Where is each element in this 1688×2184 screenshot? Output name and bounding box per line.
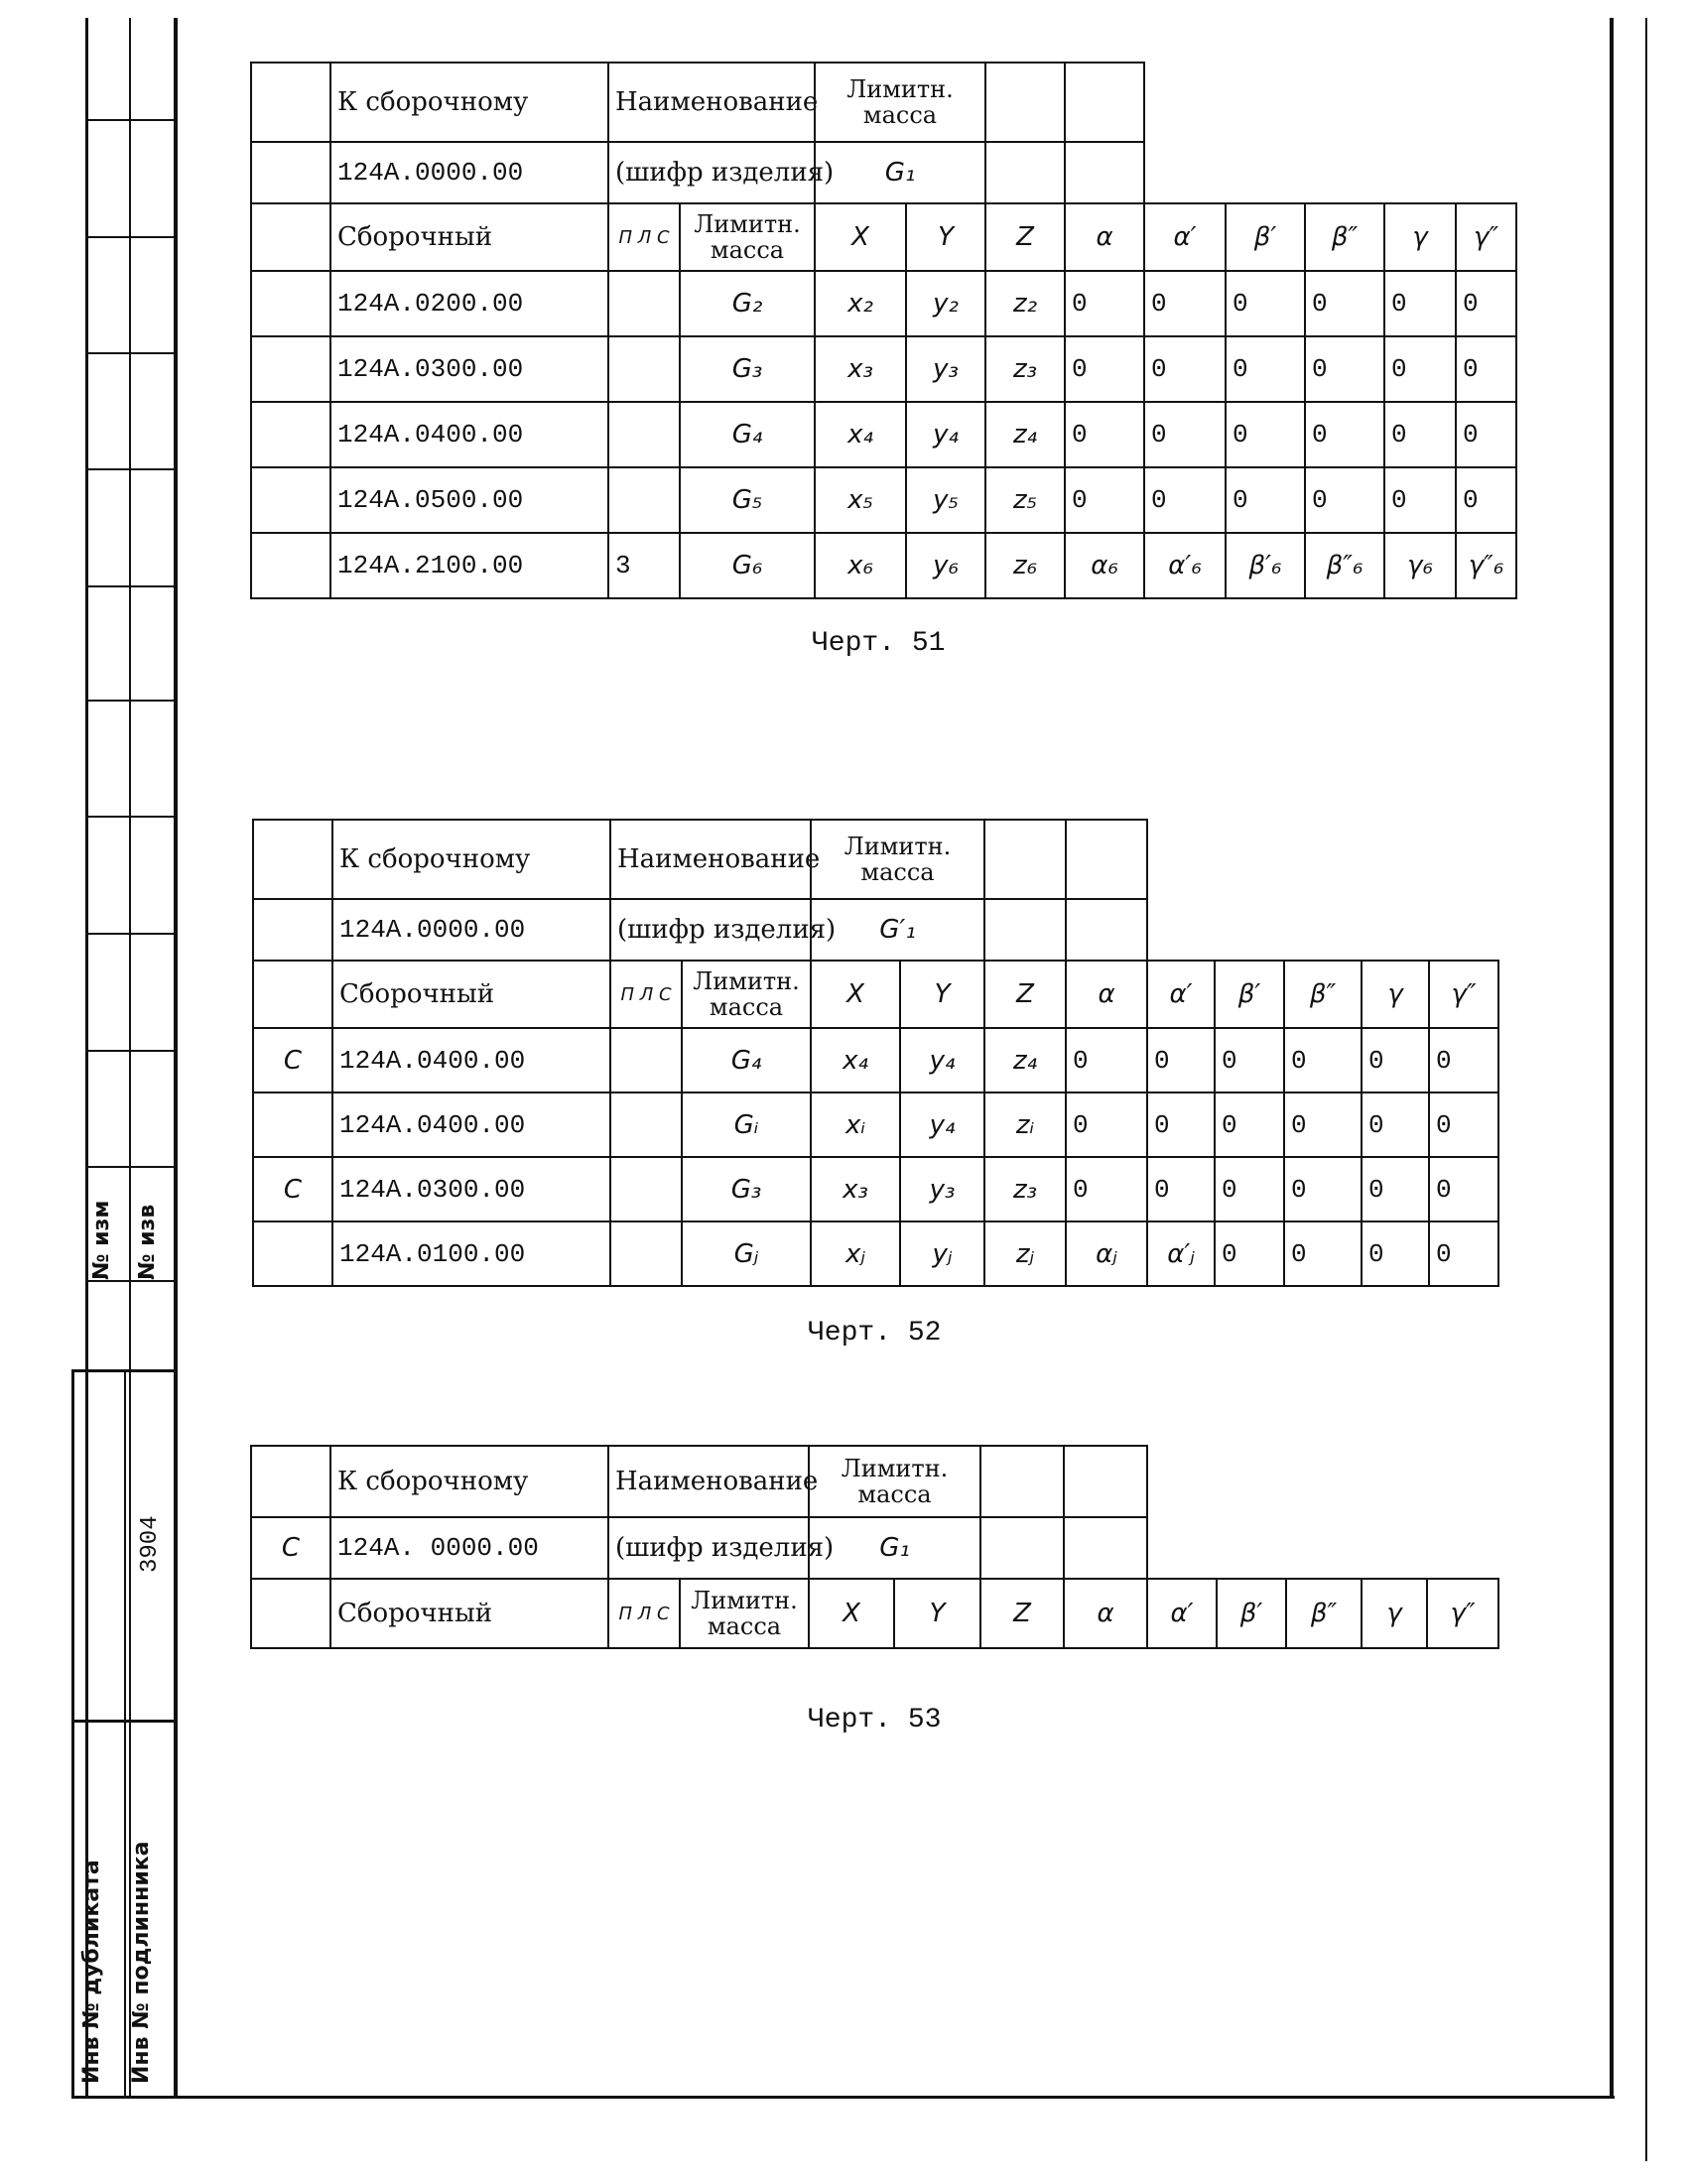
side-divider <box>85 1050 177 1052</box>
row-value: 0 <box>1065 402 1144 467</box>
row-value: 0 <box>1305 467 1384 533</box>
row-value: 0 <box>1305 402 1384 467</box>
row-value: γ″₆ <box>1456 533 1516 598</box>
empty-area <box>1147 820 1498 961</box>
row-value: 0 <box>1065 271 1144 336</box>
side-divider <box>85 816 177 818</box>
no-izm-label: № изм <box>89 1200 114 1280</box>
row-value: 0 <box>1065 336 1144 402</box>
row-value: y₄ <box>900 1028 984 1092</box>
limit-col-label: Лимитн. масса <box>682 961 811 1028</box>
row-code: 124A.2100.00 <box>330 533 608 598</box>
row-value: 0 <box>1284 1221 1362 1286</box>
mark-cell: C <box>251 1517 330 1579</box>
row-value: x₄ <box>815 402 906 467</box>
side-divider <box>85 700 177 702</box>
col-y: Y <box>906 203 985 271</box>
pls-label: П Л С <box>608 203 680 271</box>
row-code: 124A.0300.00 <box>332 1157 610 1221</box>
row-value: β′₆ <box>1226 533 1305 598</box>
row-value: 0 <box>1144 402 1226 467</box>
row-value: yⱼ <box>900 1221 984 1286</box>
row-value: z₅ <box>985 467 1065 533</box>
row-value: 0 <box>1429 1221 1498 1286</box>
row-value: 0 <box>1456 467 1516 533</box>
row-value: αⱼ <box>1066 1221 1147 1286</box>
row-value: 0 <box>1284 1028 1362 1092</box>
side-divider <box>85 1166 177 1168</box>
row-value: z₂ <box>985 271 1065 336</box>
col-beta-prime: β′ <box>1215 961 1284 1028</box>
sbor-label: Сборочный <box>330 1579 608 1648</box>
row-value: x₂ <box>815 271 906 336</box>
mark-cell <box>251 203 330 271</box>
row-value: 0 <box>1215 1092 1284 1157</box>
table-row <box>251 336 1516 402</box>
row-value: x₃ <box>811 1157 900 1221</box>
row-value: 0 <box>1305 336 1384 402</box>
row-value: 0 <box>1362 1221 1429 1286</box>
row-value: xᵢ <box>811 1092 900 1157</box>
row-value: 0 <box>1384 402 1456 467</box>
mark-cell <box>251 142 330 203</box>
row-value: 0 <box>1226 336 1305 402</box>
row-value: y₆ <box>906 533 985 598</box>
col-z: Z <box>984 961 1066 1028</box>
naimen-label: Наименование <box>610 820 811 899</box>
g-value: G′₁ <box>811 899 984 961</box>
empty-cell <box>1064 1517 1147 1579</box>
empty-area <box>1144 63 1516 203</box>
col-alpha: α <box>1064 1579 1147 1648</box>
row-value: 0 <box>1147 1092 1215 1157</box>
row-mass: G₄ <box>682 1028 811 1092</box>
row-value: z₄ <box>984 1028 1066 1092</box>
col-gamma: γ <box>1362 1579 1427 1648</box>
naimen-label: Наименование <box>608 1446 809 1517</box>
row-value: y₂ <box>906 271 985 336</box>
bottom-frame-line <box>71 2096 1615 2099</box>
inv-dubl-label: Инв № дубликата <box>79 1860 104 2084</box>
col-y: Y <box>900 961 984 1028</box>
g-value: G₁ <box>815 142 985 203</box>
empty-cell <box>985 63 1065 142</box>
row-value: 0 <box>1215 1157 1284 1221</box>
col-beta-dprime: β″ <box>1286 1579 1362 1648</box>
side-divider <box>85 933 177 935</box>
caption-cherta-52: Черт. 52 <box>808 1318 942 1349</box>
row-code: 124A.0400.00 <box>332 1092 610 1157</box>
far-right-line <box>1645 18 1647 2161</box>
row-mark <box>253 1092 332 1157</box>
pls-label: П Л С <box>608 1579 680 1648</box>
assembly-code: 124A.0000.00 <box>330 142 608 203</box>
empty-cell <box>984 899 1066 961</box>
row-mass: Gᵢ <box>682 1092 811 1157</box>
sbor-label: Сборочный <box>330 203 608 271</box>
col-z: Z <box>985 203 1065 271</box>
row-value: 0 <box>1456 271 1516 336</box>
row-pls <box>610 1221 682 1286</box>
row-value: y₅ <box>906 467 985 533</box>
row-value: 0 <box>1226 467 1305 533</box>
k-sbor-label: К сборочному <box>330 63 608 142</box>
side-divider <box>85 468 177 470</box>
inv-podl-label: Инв № подлинника <box>129 1841 154 2084</box>
col-y: Y <box>894 1579 980 1648</box>
assembly-code: 124A.0000.00 <box>332 899 610 961</box>
col-alpha-prime: α′ <box>1144 203 1226 271</box>
col-x: X <box>809 1579 894 1648</box>
col-beta-prime: β′ <box>1226 203 1305 271</box>
table-51-body <box>251 271 1516 598</box>
row-value: 0 <box>1226 402 1305 467</box>
row-code: 124A.0300.00 <box>330 336 608 402</box>
side-divider <box>85 236 177 238</box>
no-izv-label: № изв <box>135 1204 160 1280</box>
row-value: xⱼ <box>811 1221 900 1286</box>
side-block-left-line <box>71 1369 74 2099</box>
side-divider <box>85 1280 177 1282</box>
row-value: α′ⱼ <box>1147 1221 1215 1286</box>
empty-cell <box>985 142 1065 203</box>
empty-cell <box>1066 899 1147 961</box>
row-value: 0 <box>1144 336 1226 402</box>
row-value: z₃ <box>984 1157 1066 1221</box>
table-cherta-52 <box>252 819 1499 1287</box>
row-code: 124A.0100.00 <box>332 1221 610 1286</box>
row-value: z₆ <box>985 533 1065 598</box>
row-value: 0 <box>1362 1028 1429 1092</box>
col-x: X <box>811 961 900 1028</box>
mark-cell <box>251 1446 330 1517</box>
col-x: X <box>815 203 906 271</box>
row-value: 0 <box>1362 1092 1429 1157</box>
table-cherta-51 <box>250 62 1517 599</box>
row-value: 0 <box>1284 1157 1362 1221</box>
empty-cell <box>980 1446 1064 1517</box>
row-value: α′₆ <box>1144 533 1226 598</box>
row-pls: 3 <box>608 533 680 598</box>
col-gamma-dprime: γ″ <box>1456 203 1516 271</box>
k-sbor-label: К сборочному <box>330 1446 608 1517</box>
row-value: 0 <box>1429 1157 1498 1221</box>
row-value: 0 <box>1456 402 1516 467</box>
doc-number: 3904 <box>137 1515 164 1573</box>
row-pls <box>608 336 680 402</box>
row-value: zᵢ <box>984 1092 1066 1157</box>
row-mass: G₄ <box>680 402 815 467</box>
side-divider <box>85 119 177 121</box>
row-value: z₃ <box>985 336 1065 402</box>
pls-label: П Л С <box>610 961 682 1028</box>
row-value: 0 <box>1215 1028 1284 1092</box>
left-margin-line-2 <box>129 18 131 2097</box>
row-mark <box>251 467 330 533</box>
mark-cell <box>253 899 332 961</box>
row-mass: G₃ <box>682 1157 811 1221</box>
row-value: α₆ <box>1065 533 1144 598</box>
left-margin-line-1 <box>85 18 88 2097</box>
row-mark <box>253 1221 332 1286</box>
row-code: 124A.0200.00 <box>330 271 608 336</box>
row-value: 0 <box>1065 467 1144 533</box>
right-frame-line <box>1610 18 1614 2099</box>
row-value: 0 <box>1384 336 1456 402</box>
row-mass: Gⱼ <box>682 1221 811 1286</box>
col-alpha-prime: α′ <box>1147 1579 1217 1648</box>
empty-cell <box>984 820 1066 899</box>
row-mark <box>251 271 330 336</box>
row-value: z₄ <box>985 402 1065 467</box>
g-value: G₁ <box>809 1517 980 1579</box>
caption-cherta-53: Черт. 53 <box>808 1705 942 1735</box>
assembly-code: 124A. 0000.00 <box>330 1517 608 1579</box>
limit-label: Лимитн. масса <box>815 63 985 142</box>
col-beta-dprime: β″ <box>1284 961 1362 1028</box>
row-mark: C <box>253 1157 332 1221</box>
row-value: 0 <box>1215 1221 1284 1286</box>
table-row <box>251 402 1516 467</box>
table-cherta-53 <box>250 1445 1499 1649</box>
row-mark: C <box>253 1028 332 1092</box>
row-value: y₄ <box>906 402 985 467</box>
row-value: zⱼ <box>984 1221 1066 1286</box>
table-row <box>253 1028 1498 1092</box>
row-value: 0 <box>1144 467 1226 533</box>
table-row <box>253 1157 1498 1221</box>
shifr-label: (шифр изделия) <box>608 142 815 203</box>
col-alpha-prime: α′ <box>1147 961 1215 1028</box>
row-mass: G₆ <box>680 533 815 598</box>
row-value: γ₆ <box>1384 533 1456 598</box>
row-mass: G₅ <box>680 467 815 533</box>
shifr-label: (шифр изделия) <box>610 899 811 961</box>
mark-cell <box>253 961 332 1028</box>
table-52-body <box>253 1028 1498 1286</box>
row-value: 0 <box>1144 271 1226 336</box>
mark-cell <box>251 1579 330 1648</box>
side-block-mid-line <box>124 1369 126 2099</box>
row-value: 0 <box>1429 1028 1498 1092</box>
left-margin-line-3 <box>174 18 178 2097</box>
limit-col-label: Лимитн. масса <box>680 1579 809 1648</box>
side-divider <box>85 352 177 354</box>
row-value: x₆ <box>815 533 906 598</box>
row-mark <box>251 336 330 402</box>
table-row <box>253 1221 1498 1286</box>
col-z: Z <box>980 1579 1064 1648</box>
row-pls <box>610 1028 682 1092</box>
empty-cell <box>1066 820 1147 899</box>
row-value: 0 <box>1284 1092 1362 1157</box>
row-mark <box>251 533 330 598</box>
row-value: 0 <box>1384 271 1456 336</box>
row-code: 124A.0400.00 <box>330 402 608 467</box>
empty-cell <box>980 1517 1064 1579</box>
row-pls <box>608 402 680 467</box>
row-value: 0 <box>1429 1092 1498 1157</box>
row-mark <box>251 402 330 467</box>
table-row <box>253 1092 1498 1157</box>
empty-cell <box>1065 142 1144 203</box>
table-row <box>251 271 1516 336</box>
col-beta-prime: β′ <box>1217 1579 1286 1648</box>
shifr-label: (шифр изделия) <box>608 1517 809 1579</box>
row-value: y₃ <box>906 336 985 402</box>
col-gamma-dprime: γ″ <box>1427 1579 1498 1648</box>
row-mass: G₂ <box>680 271 815 336</box>
row-mass: G₃ <box>680 336 815 402</box>
mark-cell <box>253 820 332 899</box>
mark-cell <box>251 63 330 142</box>
row-pls <box>610 1092 682 1157</box>
col-gamma: γ <box>1384 203 1456 271</box>
naimen-label: Наименование <box>608 63 815 142</box>
row-code: 124A.0400.00 <box>332 1028 610 1092</box>
empty-area <box>1147 1446 1498 1579</box>
limit-label: Лимитн. масса <box>811 820 984 899</box>
row-value: 0 <box>1147 1157 1215 1221</box>
col-beta-dprime: β″ <box>1305 203 1384 271</box>
table-row <box>251 533 1516 598</box>
row-pls <box>608 271 680 336</box>
limit-col-label: Лимитн. масса <box>680 203 815 271</box>
row-value: x₄ <box>811 1028 900 1092</box>
row-value: 0 <box>1066 1028 1147 1092</box>
row-code: 124A.0500.00 <box>330 467 608 533</box>
col-gamma-dprime: γ″ <box>1429 961 1498 1028</box>
row-value: x₃ <box>815 336 906 402</box>
sbor-label: Сборочный <box>332 961 610 1028</box>
row-pls <box>610 1157 682 1221</box>
row-value: 0 <box>1147 1028 1215 1092</box>
row-value: 0 <box>1066 1092 1147 1157</box>
row-value: y₄ <box>900 1092 984 1157</box>
row-pls <box>608 467 680 533</box>
col-alpha: α <box>1066 961 1147 1028</box>
empty-cell <box>1064 1446 1147 1517</box>
row-value: 0 <box>1066 1157 1147 1221</box>
table-row <box>251 467 1516 533</box>
k-sbor-label: К сборочному <box>332 820 610 899</box>
row-value: x₅ <box>815 467 906 533</box>
col-alpha: α <box>1065 203 1144 271</box>
row-value: 0 <box>1305 271 1384 336</box>
row-value: 0 <box>1384 467 1456 533</box>
caption-cherta-51: Черт. 51 <box>812 628 946 659</box>
row-value: 0 <box>1456 336 1516 402</box>
side-divider <box>85 585 177 587</box>
col-gamma: γ <box>1362 961 1429 1028</box>
row-value: y₃ <box>900 1157 984 1221</box>
row-value: 0 <box>1362 1157 1429 1221</box>
limit-label: Лимитн. масса <box>809 1446 980 1517</box>
row-value: 0 <box>1226 271 1305 336</box>
row-value: β″₆ <box>1305 533 1384 598</box>
empty-cell <box>1065 63 1144 142</box>
